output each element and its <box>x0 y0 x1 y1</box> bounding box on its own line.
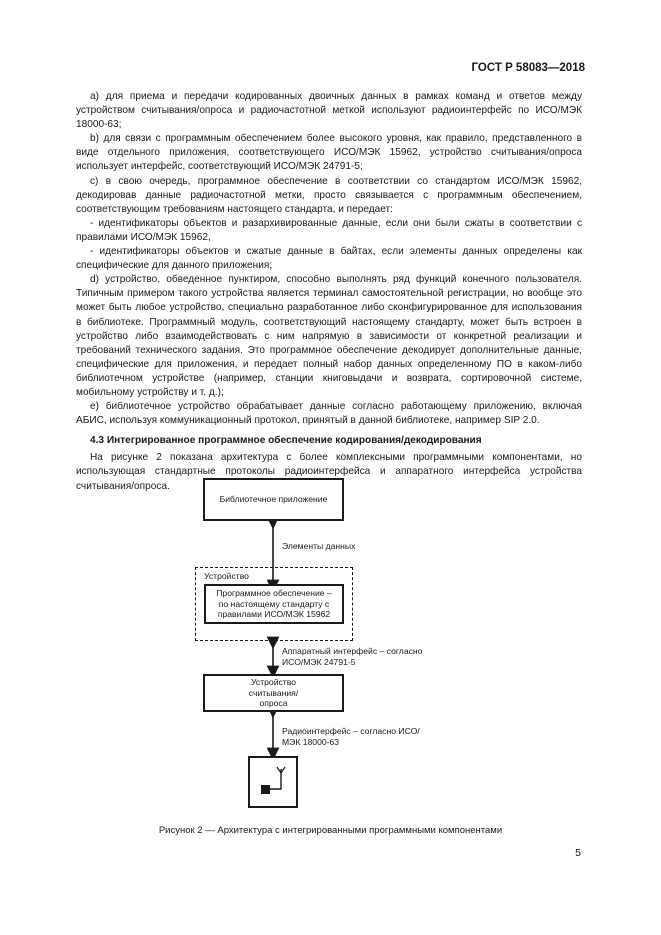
reader-box: Устройство считывания/опроса <box>203 674 344 712</box>
page-number: 5 <box>575 847 581 859</box>
data-elements-label: Элементы данных <box>282 541 356 551</box>
section-heading: 4.3 Интегрированное программное обеспечение кодирования/декодирования <box>90 435 482 447</box>
paragraph-c: с) в свою очередь, программное обеспечение в соответствии со стандартом ИСО/МЭК 15962, декодировав данные радиочастотной метки, просто связывается с программным обеспечением, соответствующим требованиям настоящего стандарта, и передает: <box>76 175 582 215</box>
body-text <box>76 90 582 494</box>
rfid-tag-icon <box>248 756 298 808</box>
library-application-box: Библиотечное приложение <box>203 478 344 521</box>
paragraph-b: b) для связи с программным обеспечением более высокого уровня, как правило, представленного в виде отдельного приложения, соответствующего ИСО/МЭК 15962, устройство считывания/опроса использует интерфейс, соответствующий ИСО/МЭК 24791-5; <box>76 133 582 173</box>
paragraph-e: е) библиотечное устройство обрабатывает данные согласно работающему приложению, включая АБИС, используя коммуникационный протокол, принятый в данной библиотеке, например SIP 2.0. <box>76 401 582 427</box>
antenna-icon <box>251 759 295 805</box>
device-label: Устройство <box>204 571 249 581</box>
radio-interface-label: Радиоинтерфейс – согласно ИСО/МЭК 18000-63 <box>282 726 420 747</box>
paragraph-dash-1: - идентификаторы объектов и разархивированные данные, если они были сжаты в соответствии с правилами ИСО/МЭК 15962, <box>76 217 582 243</box>
paragraph-dash-2: - идентификаторы объектов и сжатые данные в байтах, если элементы данных определены как специфические для данного приложения; <box>76 246 582 272</box>
software-box: Программное обеспечение – по настоящему стандарту с правилами ИСО/МЭК 15962 <box>204 584 344 624</box>
hardware-interface-label: Аппаратный интерфейс – согласно ИСО/МЭК 24791-5 <box>282 646 423 667</box>
paragraph-a: а) для приема и передачи кодированных двоичных данных в рамках команд и ответов между устройством считывания/опроса и радиочастотной меткой используют радиоинтерфейс по ИСО/МЭК 18000-63; <box>76 91 582 131</box>
figure-caption: Рисунок 2 — Архитектура с интегрированными программными компонентами <box>158 825 503 836</box>
standard-header: ГОСТ Р 58083—2018 <box>471 62 585 74</box>
paragraph-d: d) устройство, обведенное пунктиром, способно выполнять ряд функций конечного пользователя. Типичным примером такого устройства является терминал самостоятельной регистрации, но вообще это может быть любое устройство, специально разработанное либо сконфигурированное для использования в библиотеке. Программный модуль, соответствующий настоящему стандарту, может быть встроен в устройство либо взаимодействовать с ним напрямую в зависимости от конкретной реализации и требований технического задания. Это программное обеспечение декодирует дополнительные данные, специфические для приложения, и передает полный набор данных определенному ПО в каком-либо библиотечном устройстве (например, станции книговыдачи и возврата, сортировочной системе, мобильному устройству и т. д.); <box>76 274 582 398</box>
section-intro: На рисунке 2 показана архитектура с более комплексными программными компонентами, но использующая стандартные протоколы радиоинтерфейса и аппаратного интерфейса устройства считывания/опроса. <box>76 452 582 492</box>
